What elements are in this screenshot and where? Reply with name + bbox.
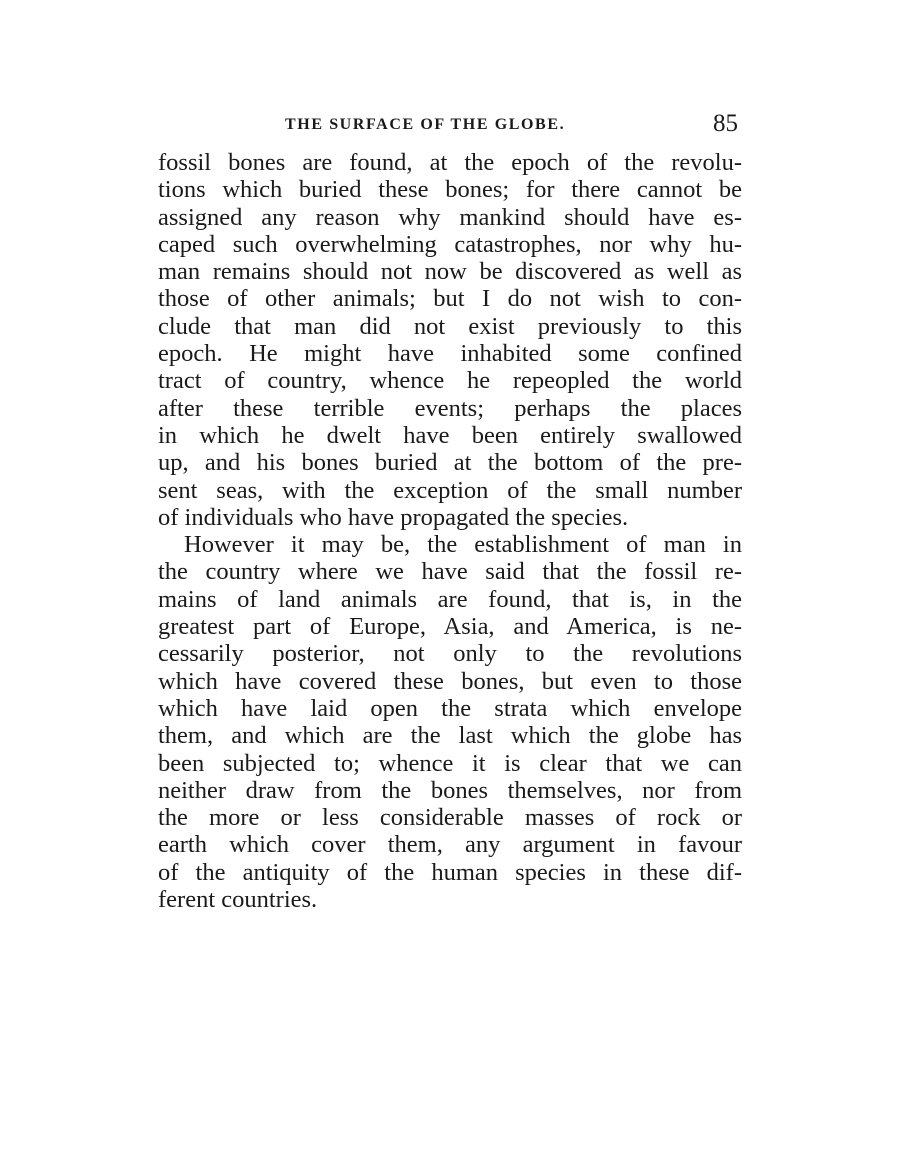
text-line: mains of land animals are found, that is, in the [158, 585, 742, 613]
text-line: which have covered these bones, but even to those [158, 667, 742, 695]
text-line: epoch. He might have inhabited some confined [158, 340, 742, 368]
text-line: However it may be, the establishment of man in [184, 531, 742, 559]
running-title: THE SURFACE OF THE GLOBE. [285, 116, 566, 133]
running-head [158, 110, 740, 144]
text-line: man remains should not now be discovered as well as [158, 258, 742, 286]
text-line: after these terrible events; perhaps the places [158, 394, 742, 422]
text-line: neither draw from the bones themselves, nor from [158, 776, 742, 804]
paragraph-1 [158, 149, 742, 531]
text-line: in which he dwelt have been entirely swallowed [158, 421, 742, 449]
page-number: 85 [713, 110, 738, 137]
text-line: greatest part of Europe, Asia, and America, is ne- [158, 613, 742, 641]
text-line: the more or less considerable masses of rock or [158, 804, 742, 832]
text-line: caped such overwhelming catastrophes, nor why hu- [158, 230, 742, 258]
text-line: of individuals who have propagated the species. [158, 503, 629, 531]
text-line: up, and his bones buried at the bottom of the pre- [158, 449, 742, 477]
text-line: assigned any reason why mankind should have es- [158, 203, 742, 231]
paragraph-2 [158, 531, 742, 913]
text-line: fossil bones are found, at the epoch of the revolu- [158, 149, 742, 176]
text-line: ferent countries. [158, 886, 318, 914]
text-line: which have laid open the strata which envelope [158, 694, 742, 722]
body-text [158, 149, 742, 913]
text-line: those of other animals; but I do not wish to con- [158, 285, 742, 313]
text-line: tions which buried these bones; for there cannot be [158, 176, 742, 204]
text-line: them, and which are the last which the globe has [158, 722, 742, 750]
text-line: been subjected to; whence it is clear that we can [158, 749, 742, 777]
text-line: the country where we have said that the fossil re- [158, 558, 742, 586]
text-line: earth which cover them, any argument in favour [158, 831, 742, 859]
text-line: sent seas, with the exception of the small number [158, 476, 742, 504]
text-line: tract of country, whence he repeopled the world [158, 367, 742, 395]
text-line: clude that man did not exist previously to this [158, 312, 742, 340]
text-line: of the antiquity of the human species in these dif- [158, 858, 742, 886]
text-line: cessarily posterior, not only to the revolutions [158, 640, 742, 668]
